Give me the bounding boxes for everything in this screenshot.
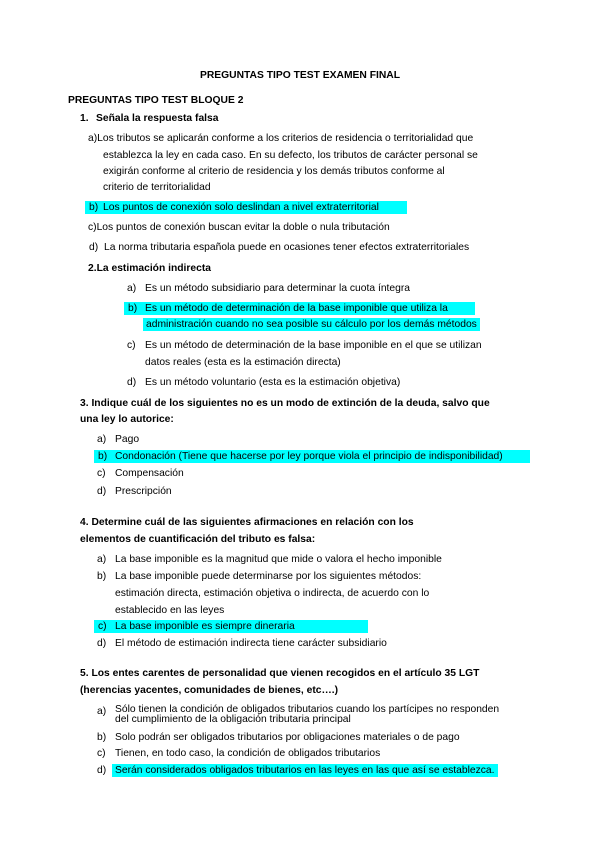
q5-option-c-marker: c) xyxy=(97,748,106,759)
q3-option-c-text: Compensación xyxy=(115,468,184,479)
q2-option-a-marker: a) xyxy=(127,283,137,294)
q3-option-b-highlight xyxy=(94,450,530,463)
q2-option-b-marker: b) xyxy=(128,303,138,314)
q1-option-a-line3: exigirán conforme al criterio de residencia y los demás tributos conforme al xyxy=(103,166,445,177)
q5-option-d-text: Serán considerados obligados tributarios en las leyes en las que así se establezca. xyxy=(112,764,498,777)
q1-question: Señala la respuesta falsa xyxy=(96,113,219,124)
q5-option-b-marker: b) xyxy=(97,732,107,743)
q2-option-b-highlight-line1 xyxy=(124,302,475,315)
q5-option-c-text: Tienen, en todo caso, la condición de obligados tributarios xyxy=(115,748,381,759)
q4-question-line1: 4. Determine cuál de las siguientes afirmaciones en relación con los xyxy=(80,517,414,528)
q4-option-d-text: El método de estimación indirecta tiene carácter subsidiario xyxy=(115,638,387,649)
q5-option-b-text: Solo podrán ser obligados tributarios por obligaciones materiales o de pago xyxy=(115,732,460,743)
q5-option-a-line2: del cumplimiento de la obligación tributaria principal xyxy=(115,714,351,725)
q3-option-d-text: Prescripción xyxy=(115,486,172,497)
q1-option-d-marker: d) xyxy=(89,242,99,253)
q2-option-a-text: Es un método subsidiario para determinar la cuota íntegra xyxy=(145,283,411,294)
q4-option-a-text: La base imponible es la magnitud que mide o valora el hecho imponible xyxy=(115,554,442,565)
q4-option-c-marker: c) xyxy=(98,621,107,632)
q4-option-b-marker: b) xyxy=(97,571,107,582)
q5-option-d-marker: d) xyxy=(97,765,107,776)
q2-option-c-line2: datos reales (esta es la estimación directa) xyxy=(145,357,341,368)
q3-option-a-text: Pago xyxy=(115,434,140,445)
q1-option-a-line4: criterio de territorialidad xyxy=(103,182,211,193)
q2-option-b-line2: administración cuando no sea posible su cálculo por los demás métodos xyxy=(143,318,480,331)
q2-option-c-line1: Es un método de determinación de la base imponible en el que se utilizan xyxy=(145,340,482,351)
q3-option-b-marker: b) xyxy=(98,451,108,462)
q1-option-b-marker: b) xyxy=(89,202,99,213)
q5-option-a-marker: a) xyxy=(97,706,107,717)
q4-option-b-line1: La base imponible puede determinarse por los siguientes métodos: xyxy=(115,571,422,582)
q3-option-a-marker: a) xyxy=(97,434,107,445)
q1-option-b-text: Los puntos de conexión solo deslindan a nivel extraterritorial xyxy=(103,202,379,213)
q2-option-b-line1: Es un método de determinación de la base imponible que utiliza la xyxy=(145,303,448,314)
q2-question: 2.La estimación indirecta xyxy=(88,263,212,274)
q2-option-d-marker: d) xyxy=(127,377,137,388)
q3-question-line2: una ley lo autorice: xyxy=(80,414,174,425)
q1-number: 1. xyxy=(80,113,89,124)
q3-question-line1: 3. Indique cuál de los siguientes no es un modo de extinción de la deuda, salvo que xyxy=(80,398,490,409)
q4-option-b-line3: establecido en las leyes xyxy=(115,605,225,616)
q4-option-d-marker: d) xyxy=(97,638,107,649)
q4-option-c-highlight xyxy=(94,620,368,633)
q5-question-line1: 5. Los entes carentes de personalidad que vienen recogidos en el artículo 35 LGT xyxy=(80,668,480,679)
document-title: PREGUNTAS TIPO TEST EXAMEN FINAL xyxy=(199,70,401,81)
q3-option-b-text: Condonación (Tiene que hacerse por ley porque viola el principio de indisponibilidad) xyxy=(115,451,503,462)
q1-option-b-highlight xyxy=(85,201,407,214)
q3-option-c-marker: c) xyxy=(97,468,106,479)
q4-option-b-line2: estimación directa, estimación objetiva o indirecta, de acuerdo con lo xyxy=(115,588,430,599)
q2-option-c-marker: c) xyxy=(127,340,136,351)
q1-option-a-line2: establezca la ley en cada caso. En su defecto, los tributos de carácter personal se xyxy=(103,150,478,161)
q1-option-d-text: La norma tributaria española puede en ocasiones tener efectos extraterritoriales xyxy=(104,242,470,253)
q5-question-line2: (herencias yacentes, comunidades de bienes, etc….) xyxy=(80,685,339,696)
q3-option-d-marker: d) xyxy=(97,486,107,497)
q2-option-d-text: Es un método voluntario (esta es la estimación objetiva) xyxy=(145,377,401,388)
q5-option-a-line1: Sólo tienen la condición de obligados tributarios cuando los partícipes no responden xyxy=(115,704,500,715)
q1-option-c: c)Los puntos de conexión buscan evitar la doble o nula tributación xyxy=(88,222,390,233)
q4-option-a-marker: a) xyxy=(97,554,107,565)
q1-option-a-line1: a)Los tributos se aplicarán conforme a los criterios de residencia o territorialidad que xyxy=(88,133,474,144)
block-heading: PREGUNTAS TIPO TEST BLOQUE 2 xyxy=(68,95,244,106)
q4-question-line2: elementos de cuantificación del tributo es falsa: xyxy=(80,534,316,545)
q4-option-c-text: La base imponible es siempre dineraria xyxy=(115,621,295,632)
